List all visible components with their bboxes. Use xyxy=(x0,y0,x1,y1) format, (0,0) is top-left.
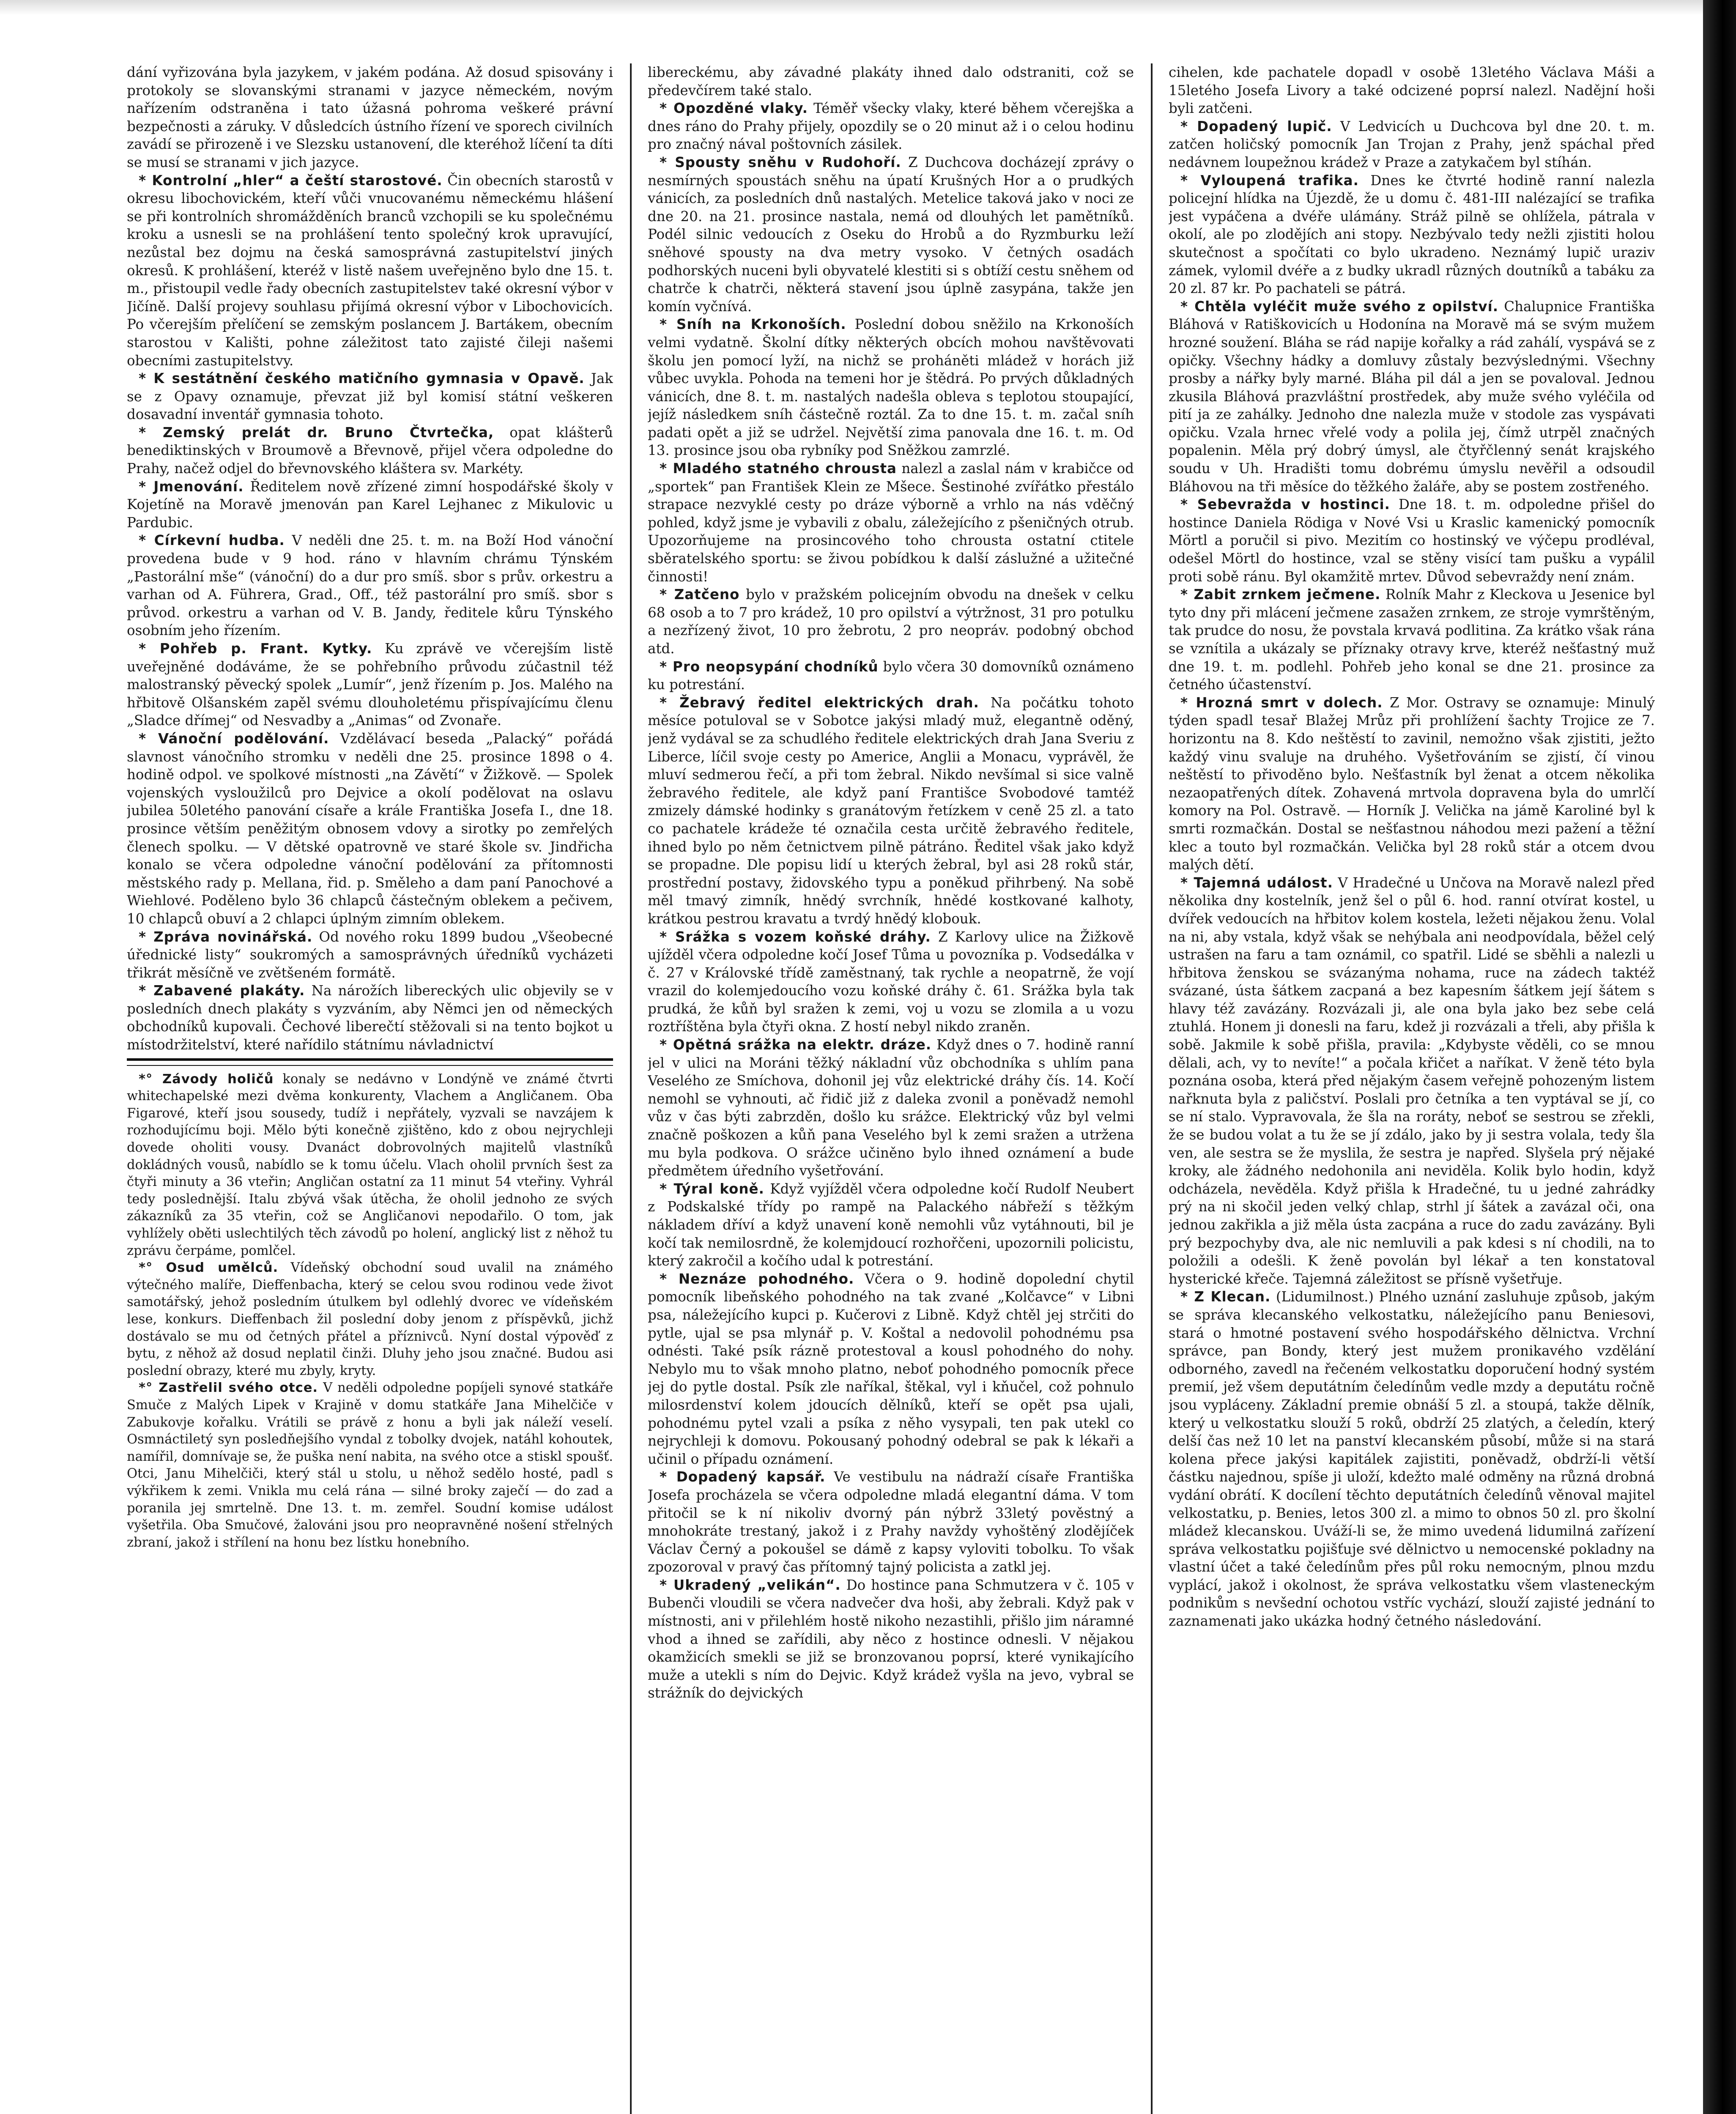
article-zavody-holicu xyxy=(127,1071,613,1260)
article-headline: * Sebevražda v hostinci. xyxy=(1180,496,1390,513)
article-snih-krkonose xyxy=(648,315,1134,460)
article-body: Z Duchcova docházejí zprávy o nesmírných spoustách sněhu na úpatí Krušných Hor a o prudkých vánicích, za posledních dnů nastalých. Metelice taková jako v noci ze dne 20. na 21. prosince nastala, nemá od dlouhých let pamětníků. Podél silnic vedoucích z Oseku do Hrobů a do Ryzmburku leží sněhové spousty na dva metry vysoko. V četných osadách podhorských nuceni byli obyvatelé klestiti si s obtíží cestu sněhem od chatrče k chatrči, některá stavení jsou úplně zasypána, takže jen komín vyčnívá. xyxy=(648,154,1134,315)
article-headline: * Ukradený „velikán“. xyxy=(660,1577,841,1593)
article-opozdene-vlaky xyxy=(648,99,1134,153)
article-body: Jak se z Opavy oznamuje, převzat již byl komisí státní veškeren dosavadní inventář gymnasia tohoto. xyxy=(127,370,613,423)
column-1 xyxy=(127,63,613,2114)
article-gymnasium-opava xyxy=(127,370,613,424)
article-body: Do hostince pana Schmutzera v č. 105 v Bubenči vloudili se včera nadvečer dva hoši, aby žebrali. Když pak v místnosti, ani v přilehlém hostě nikoho nezastihli, přišlo jim náramné vhod a ihned se zařídili, aby něco z hostince odnesli. V nějakou okamžicích smekli se již se bronzovanou poprsí, které vynikajícího muže a utekli s ním do Dejvic. Když krádež vyšla na jevo, vybral se strážník do dejvických xyxy=(648,1577,1134,1701)
article-headline: * Pohřeb p. Frant. Kytky. xyxy=(139,641,372,657)
article-headline: * Sníh na Krkonoších. xyxy=(660,316,846,333)
article-opilstvi xyxy=(1169,298,1655,496)
article-body: Poslední dobou sněžilo na Krkonoších velmi vydatně. Školní dítky některých obcích mohou navštěvovati školu jen pomocí lyží, na nichž se proháněti mládež v horách již vůbec uvykla. Pohoda na temeni hor je štědrá. Po prvých důkladných vánicích, dne 8. t. m. nastalých nadešla obleva s teplotou stoupající, jejíž následkem sníh částečně roztál. Za to dne 15. t. m. začal sníh padati opět a již se udržel. Největší zima panovala dne 16. t. m. Od 13. prosince jsou oba rybníky pod Sněžkou zamrzlé. xyxy=(648,316,1134,459)
article-body: V Hradečné u Unčova na Moravě nalezl před několika dny kostelník, jenž šel o půl 6. hod. ranní otvírat kostel, u dvířek vedoucích na hřbitov kolem kostela, ležeti nějakou ženu. Volal na ni, aby vstala, když však se nehýbala ani neodpovídala, běžel celý ustrašen na faru a tam oznámil, co spatřil. Lidé se sběhli a nalezli u hřbitova ženskou se svázanýma nohama, ruce na zádech taktéž svázané, ústa šátkem zacpaná a bez kapesním šátkem její šátem s hlavy též zavázány. Rozvázali ji, ale ona byla jako bez sebe celá ztuhlá. Honem ji donesli na faru, kdež ji rozvázali a třeli, aby přišla k sobě. Jakmile k sobě přišla, pravila: „Kdybyste věděli, co se mnou dělali, ach, vy to nevíte!“ a počala křičet a naříkat. V ženě této byla poznána osoba, která před nějakým časem veřejně pohozeným listem nařknuta byla z paličství. Poslali pro četníka a ten vyptával se jí, co se ní stalo. Vypravovala, že šla na roráty, neboť se sestrou se zřekli, že se budou volat a tu že se jí zdálo, jako by ji sestra volala, tedy šla ven, ale sestra se že myslila, že sestra je napřed. Slyšela prý nějaké kroky, ale žádného nedohonila ani neviděla. Kolik bylo hodin, když odcházela, nevěděla. Když přišla k Hradečné, tu u jedné zahrádky prý na ni skočil jeden velký chlap, strhl jí šátek a zavázal oči, ona jednou zakřikla a již měla ústa zacpána a ruce do zadu zavázány. Byli prý bezpochyby dva, ale nic nemluvili a pak kdesi s ní chodili, na to položili a odešli. K ženě povolán byl lékař a ten konstatoval hysterické křeče. Tajemná záležitost se přísně vyšetřuje. xyxy=(1169,874,1655,1287)
article-headline: * Opětná srážka na elektr. dráze. xyxy=(660,1037,932,1053)
section-divider xyxy=(127,1058,613,1066)
article-body: Vídeňský obchodní soud uvalil na známého výtečného malíře, Dieffenbacha, který se celou svou rodinou vede život samotářský, jehož posledním útulkem byl odlehlý dvorec ve vídeňském lese, konkurs. Dieffenbach žil poslední doby jenom z příspěvků, jichž dostávalo se mu od četných přátel a příznivců. Nyní dostal výpověď z bytu, z něhož až dosud neplatil činži. Dluhy jeho jsou značné. Budou asi poslední obrazy, které mu zbyly, kryty. xyxy=(127,1260,613,1378)
article-zatceno xyxy=(648,586,1134,657)
article-klecany xyxy=(1169,1288,1655,1630)
article-headline: * Týral koně. xyxy=(660,1180,764,1197)
article-tyral-kone xyxy=(648,1180,1134,1270)
article-spousty-snehu xyxy=(648,153,1134,315)
article-srazka-konska-draha xyxy=(648,928,1134,1036)
article-headline: *° Zastřelil svého otce. xyxy=(139,1380,318,1396)
article-trafika xyxy=(1169,172,1655,298)
article-headline: * Žebravý ředitel elektrických drah. xyxy=(660,694,979,711)
article-headline: * Zemský prelát dr. Bruno Čtvrtečka, xyxy=(139,424,494,441)
article-headline: * Chtěla vyléčit muže svého z opilství. xyxy=(1180,298,1499,315)
column-rule xyxy=(630,63,632,2114)
article-continuation: libereckému, aby závadné plakáty ihned dalo odstraniti, což se předevčírem také stalo. xyxy=(648,64,1134,99)
article-zebravy-reditel xyxy=(648,694,1134,928)
article-body: opat klášterů benediktinských v Broumově a Břevnově, přijel včera odpoledne do Prahy, načež odjel do břevnovského kláštera sv. Markéty. xyxy=(127,424,613,477)
article-chodniky xyxy=(648,658,1134,694)
scan-edge-right xyxy=(1703,0,1736,2114)
article-body: Z Karlovy ulice na Žižkově ujížděl včera odpoledne kočí Josef Tůma u povozníka p. Vodsedálka v č. 27 v Královské třídě zaměstnaný, tak rychle a neopatrně, že vojí vrazil do kolemjedoucího vozu koňské dráhy č. 61. Srážka byla tak prudká, že kůň byl sražen k zemi, voj u vozu se zlomila a u vozu roztříštěna byla čtyři okna. Z hostí nebyl nikdo zraněn. xyxy=(648,928,1134,1035)
article-body: Včera o 9. hodině dopolední chytil pomocník libeňského pohodného na tak zvané „Kolčavce“ v Libni psa, náležejícího kupci p. Kučerovi z Libně. Když chtěl jej strčiti do pytle, ujal se psa mlynář p. V. Koštal a nedovolil pohodnému psa odnésti. Také psík rázně protestoval a kousl pohodného do nohy. Nebylo mu to však mnoho platno, neboť pohodného pomocník přece jej do pytle dostal. Psík zle naříkal, štěkal, vyl i kňučel, což pohnulo milosrdenství kolem jdoucích dělníků, kteří se opět psa ujali, pohodnému pytel vzali a psíka z něho vysypali, ten pak utekl co nejrychleji k domovu. Pokousaný pohodný odebral se pak k lékaři a učinil o případu oznámení. xyxy=(648,1271,1134,1467)
article-zrnko-jecmene xyxy=(1169,586,1655,694)
article-body: Dnes ke čtvrté hodině ranní nalezla policejní hlídka na Újezdě, že u domu č. 481-III nalézající se trafika jest vypáčena a dvéře ulámány. Stráž pilně se ohlížela, pátrala v okolí, ale po zlodějích ani stopy. Nezbývalo tedy nežli zjistiti holou skutečnost a spočítati co bylo ukradeno. Neznámý lupič uraziv zámek, vylomil dvéře a z budky ukradl různých doutníků a tabáku za 20 zl. 87 kr. Po pachateli se pátrá. xyxy=(1169,172,1655,297)
article-zabavene-plakaty xyxy=(127,982,613,1054)
article-srazka-elektricka xyxy=(648,1036,1134,1180)
article-body: Vzdělávací beseda „Palacký“ pořádá slavnost vánočního stromku v neděli dne 25. prosince 1898 o 4. hodině odpol. ve spolkové místnosti „na Závětí“ v Žižkově. — Spolek vojenských vysloužilců pro Dejvice a okolí podělovat na oslavu jubilea 50letého panování císaře a krále Františka Josefa I., dne 18. prosince větším peněžitým obnosem vdovy a sirotky po zemřelých členech spolku. — V dětské opatrovně ve staré škole sv. Jindřicha konalo se včera odpoledne vánoční podělování za přítomnosti městského rady p. Mellana, řid. p. Směleho a dam paní Panochové a Wiehlové. Poděleno bylo 36 chlapců částečným oblekem a pečivem, 10 chlapců obuví a 2 chlapci úplným zimním oblekem. xyxy=(127,730,613,927)
article-body: bylo v pražském policejním obvodu na dnešek v celku 68 osob a to 7 pro krádež, 10 pro opilství a výtržnost, 31 pro potulku a nezřízený život, 10 pro žebrotu, 2 pro neopráv. podobný obchod atd. xyxy=(648,586,1134,657)
article-headline: * Zabavené plakáty. xyxy=(139,983,305,999)
article-zastrelil-otce xyxy=(127,1380,613,1551)
article-body: V neděli dne 25. t. m. na Boží Hod vánoční provedena bude v 9 hod. ráno v hlavním chrámu Týnském „Pastorální mše“ (vánoční) do a dur pro smíš. sbor s prův. orkestru a varhan od A. Führera, Grad., Off., též pastorální pro smíš. sbor s průvod. orkestru a varhan od V. B. Jandy, ředitele kůru Týnského osobním jeho řízením. xyxy=(127,532,613,639)
article-headline: * Tajemná událost. xyxy=(1180,874,1333,891)
article-pohodny xyxy=(648,1270,1134,1468)
article-headline: * Spousty sněhu v Rudohoří. xyxy=(660,154,901,170)
article-continuation: cihelen, kde pachatele dopadl v osobě 13letého Václava Máši a 15letého Josefa Livory a také odcizené poprsí nalezl. Nadějní hoši byli zatčeni. xyxy=(1169,64,1655,117)
article-headline: * Hrozná smrt v dolech. xyxy=(1180,694,1383,711)
article-headline: * Z Klecan. xyxy=(1180,1289,1271,1305)
article-smrt-v-dolech xyxy=(1169,694,1655,874)
article-continuation: dání vyřizována byla jazykem, v jakém podána. Až dosud spisovány i protokoly se slovanskými stranami v jazyce německém, novým nařízením odstraněna i tato úžasná pohroma veškeré právní bezpečnosti a záruky. V důsledcích ústního řízení ve sporech civilních zavádí se přirozeně i ve Slezsku ustanovení, dle kteréhož líčení ta díti se musí se stranami v jich jazyce. xyxy=(127,64,613,170)
article-headline: * Opozděné vlaky. xyxy=(660,100,808,117)
article-body: Ku zprávě ve včerejším listě uveřejněné dodáváme, že se pohřebního průvodu zúčastnil též malostranský pěvecký spolek „Lumír“, jenž řízením p. Jos. Malého na hřbitově Olšanském zapěl svému dlouholetému přispívajícímu členu „Sladce dřímej“ od Nesvadby a „Animas“ od Zvonaře. xyxy=(127,641,613,729)
article-body: Ve vestibulu na nádraží císaře Františka Josefa procházela se včera odpoledne mladá elegantní dáma. V tom přitočil se k ní nikoliv dvorný pán nýbrž 33letý pověstný a mnohokráte trestaný, jakož i z Prahy navždy vyhoštěný zlodějíček Václav Černý a pokoušel se dámě z kapsy vyloviti tobolku. To však zpozoroval v pravý čas přítomný tajný policista a zatkl jej. xyxy=(648,1469,1134,1575)
newspaper-page xyxy=(127,63,1653,2114)
article-osud-umelcu xyxy=(127,1260,613,1380)
article-headline: * Zpráva novinářská. xyxy=(139,928,313,945)
article-body: Na počátku tohoto měsíce potuloval se v Sobotce jakýsi mladý muž, elegantně oděný, jenž vydával se za schudlého ředitele elektrických drah Jana Sveriu z Liberce, líčil svoje cesty po Americe, Anglii a Monacu, vyprávěl, že mluví sedmerou řečí, a při tom žebral. Nikdo nevšímal si sice valně žebravého ředitele, ale když paní Františce Svobodové tamtéž zmizely dámské hodinky s granátovým řetízkem v ceně 25 zl. a tato co pachatele krádeže té označila cesta určitě žebravého ředitele, ihned bylo po něm četnictvem pilně pátráno. Ředitel však jako když se propadne. Dle popisu lidí u kterých žebral, byl asi 28 roků stár, prostřední postavy, židovského typu a poněkud přihrbený. Na sobě měl tmavý zimník, hnědý svrchník, hnědé kostkované kalhoty, krátkou pestrou kravatu a tvrdý hnědý klobouk. xyxy=(648,694,1134,927)
article-prelat xyxy=(127,424,613,478)
article-body: Téměř všecky vlaky, které během včerejška a dnes ráno do Prahy přijely, opozdily se o 20 minut až i o celou hodinu pro značný nával poštovních zásilek. xyxy=(648,100,1134,153)
article-headline: * Zatčeno xyxy=(660,586,740,603)
article-chroust xyxy=(648,460,1134,586)
article-body: bylo včera 30 domovníků oznámeno ku potrestání. xyxy=(648,658,1134,693)
article-pohreb xyxy=(127,640,613,730)
article-headline: * Dopadený lupič. xyxy=(1180,118,1332,134)
article-body: (Lidumilnost.) Plného uznání zasluhuje způsob, jakým se správa klecanského velkostatku, náležejícího panu Beniesovi, stará o hmotné postavení svého hospodářského dělnictva. Vrchní správce, pan Bondy, který jest mužem pronikavého vzdělání odborného, zavedl na řečeném velkostatku doporučení hodný systém premií, jež všem deputátním čeledínům vedle mzdy a deputátu ročně jsou vypláceny. Základní premie obnáší 5 zl. a stoupá, takže dělník, který u velkostatku slouží 5 roků, obdrží 25 zlatých, a čeledín, který delší čas než 10 let na panství klecanském působí, může si na stará kolena přece jakýsi kapitálek zajistiti, poněvadž, obdrží-li větší částku najednou, spíše ji uloží, kdežto malé odměny na různá drobná vydání obrátí. K docílení těchto deputátních čeledínů věnoval majitel velkostatku, p. Benies, letos 300 zl. a mimo to obnos 50 zl. pro školní mládež klecanskou. Uváží-li se, že mimo uvedená lidumilná zařízení správa velkostatku pojišťuje své dělnictvo u nemocenské pokladny na vlastní účet a také čeledínům přes půl roku nemocným, plnou mzdu vyplácí, jakož i okolnost, že správa velkostatku všem vlasteneckým podnikům s nevšední ochotou vstříc vychází, slouží zajisté jednání to zaznamenati jako ukázka hodný četného následování. xyxy=(1169,1289,1655,1629)
article-headline: * Neznáze pohodného. xyxy=(660,1271,854,1287)
article-zprava-novinarska xyxy=(127,928,613,982)
article-headline: *° Osud umělců. xyxy=(139,1260,279,1276)
article-headline: *° Závody holičů xyxy=(139,1071,274,1087)
article-body: Dne 18. t. m. odpoledne přišel do hostince Daniela Rödiga v Nové Vsi u Kraslic kamenický pomocník Mörtl a poručil si pivo. Mezitím co hostinský ve výčepu prodléval, odešel Mörtl do hostince, vzal se stěny visící tam pušku a vypálil proti sobě ránu. Byl okamžitě mrtev. Důvod sebevraždy není znám. xyxy=(1169,496,1655,585)
article-body: Ředitelem nově zřízené zimní hospodářské školy v Kojetíně na Moravě jmenován pan Karel Lejhanec z Mikulovic u Pardubic. xyxy=(127,478,613,531)
article-jmenovani xyxy=(127,478,613,532)
article-headline: * Mladého statného chrousta xyxy=(660,460,897,477)
article-kontrolni-hier xyxy=(127,172,613,370)
article-headline: * Pro neopsypání chodníků xyxy=(660,658,879,675)
article-tajemna-udalost xyxy=(1169,874,1655,1288)
article-body: Chalupnice Františka Bláhová v Ratiškovicích u Hodonína na Moravě má se svým mužem hrozné soužení. Bláha se rád napije kořalky a rád zahálí, vyspává se z opičky. Všechny hádky a domluvy zůstaly bezvýslednými. Všechny prosby a nářky byly marné. Bláha pil dál a jen se povaloval. Jednou zkusila Bláhová prazvláštní prostředek, aby muže svého vyléčila od pití ja ze zahálky. Jednoho dne nalezla muže v stodole zas vyspávati opičku. Vzala hrnec vřelé vody a polila jej, čímž utrpěl značných popalenin. Měla prý dobrý úmysl, ale čtyřčlenný senát krajského soudu v Uh. Hradišti tomu dobrému úmyslu nevěřil a odsoudil Bláhovou na tři měsíce do těžkého žaláře, aby se postem zostřeného. xyxy=(1169,298,1655,495)
scan-edge-top xyxy=(0,0,1736,15)
article-headline: * Srážka s vozem koňské dráhy. xyxy=(660,928,931,945)
article-headline: * K sestátnění českého matičního gymnasia v Opavě. xyxy=(139,370,585,387)
column-3 xyxy=(1169,63,1655,2114)
article-body: Když vyjížděl včera odpoledne kočí Rudolf Neubert z Podskalské třídy po rampě na Palackého nábřeží s těžkým nákladem dříví a když unavení koně nemohli vůz vytáhnouti, bil je kočí tak nemilosrdně, že kolemjdoucí rozhořčeni, upozornili policistu, který zakročil a kočího udal k potrestání. xyxy=(648,1180,1134,1269)
article-body: Z Mor. Ostravy se oznamuje: Minulý týden spadl tesař Blažej Mrůz při prohlížení šachty Trojice ze 7. horizontu na 8. Kdo neštěstí to zavinil, nemožno však zjistiti, ježto každý vinu svaluje na druhého. Vyšetřováním se zjistí, čí vinou neštěstí to přivoděno bylo. Nešťastník byl ženat a otcem několika nezaopatřených dítek. Zohavená mrtvola dopravena byla do umrlčí komory na Pol. Ostravě. — Horník J. Velička na jámě Karoliné byl k smrti rozmačkán. Dostal se nešťastnou náhodou mezi pažení a těžní klec a touto byl rozmačkán. Velička byl 28 roků stár a otcem dvou malých dětí. xyxy=(1169,694,1655,873)
article-vanocni-podelovani xyxy=(127,730,613,928)
article-headline: * Vyloupená trafika. xyxy=(1180,172,1359,189)
article-body: Od nového roku 1899 budou „Všeobecné úřednické listy“ soukromých a samosprávných úředníků vycházeti třikrát měsíčně ve zvětšeném formátě. xyxy=(127,928,613,981)
article-headline: * Zabit zrnkem ječmene. xyxy=(1180,586,1381,603)
article-kapsar xyxy=(648,1468,1134,1576)
foreign-news-section xyxy=(127,1071,613,1552)
article-headline: * Církevní hudba. xyxy=(139,532,285,549)
article-cirkevni-hudba xyxy=(127,531,613,640)
article-headline: * Kontrolní „hler“ a čeští starostové. xyxy=(139,172,443,189)
article-body: Rolník Mahr z Kleckova u Jesenice byl tyto dny při mlácení ječmene zasažen zrnkem, ze stroje vymrštěným, tak prudce do nosu, že povstala krvavá podlitina. Za krátko však rána se vznítila a ukázaly se příznaky otravy krve, kteréž nešťastný muž dne 19. t. m. podlehl. Pohřeb jeho konal se dne 21. prosince za četného účastenství. xyxy=(1169,586,1655,693)
column-rule xyxy=(1151,63,1153,2114)
article-body: Když dnes o 7. hodině ranní jel v ulici na Moráni těžký nákladní vůz obchodníka s uhlím pana Veselého ze Smíchova, dohonil jej vůz elektrické dráhy čís. 14. Kočí nemohl se vyhnouti, ač řidič již z daleka zvonil a poněvadž nemohl vůz v čas býti zabrzděn, došlo ku srážce. Elektrický vůz byl velmi značně poškozen a kůň pana Veselého byl k zemi sražen a utržena mu byla podkova. O srážce učiněno bylo ihned oznámení a bude předmětem úředního vyšetřování. xyxy=(648,1037,1134,1179)
article-velikan xyxy=(648,1576,1134,1702)
article-body: V Ledvicích u Duchcova byl dne 20. t. m. zatčen holičský pomocník Jan Trojan z Prahy, jenž spáchal před nedávnem loupežnou krádež v Praze a zatykačem byl stíhán. xyxy=(1169,118,1655,170)
article-headline: * Vánoční podělování. xyxy=(139,730,329,747)
article-body: Čin obecních starostů v okresu libochovickém, kteří vůči vnucovanému německému hlášení se při kontrolních shromážděních branců vzchopili se ku společnému kroku a usnesli se na prohlášení tento společný krok upravující, nezůstal bez dojmu na česká samosprávná zastupitelství jiných okresů. K prohlášení, kteréž v listě našem uveřejněno bylo dne 15. t. m., přistoupil vedle řady obecních zastupitelstev také okresní výbor v Jičíně. Další projevy souhlasu přijímá okresní výbor v Libochovicích. Po včerejším přelíčení se zemským poslancem J. Bartákem, obecním starostou v Kališti, pohne záležitost tato zajisté čileji našemi obecními zastupitelstvy. xyxy=(127,172,613,369)
article-headline: * Dopadený kapsář. xyxy=(660,1469,826,1485)
article-sebevrazda xyxy=(1169,496,1655,586)
article-body: nalezl a zaslal nám v krabičce od „sportek“ pan František Klein ze Mšece. Šestinohé zvířátko přestálo strapace nezvyklé cesty po dráze výborně a vrhlo na nás vděčný pohled, když jsme je vybavili z obalu, záležejícího z pšeničných otrub. Upozorňujeme na prosincového toho chrousta ostatní ctitele sběratelského sportu: se živou pobídkou k další záslužné a užitečné činnosti! xyxy=(648,460,1134,585)
article-body: Na nárožích libereckých ulic objevily se v posledních dnech plakáty s vyzváním, aby Němci jen od německých obchodníků kupovali. Čechové liberečtí stěžovali si na tento bojkot u místodržitelství, které nařídilo státnímu návladnictví xyxy=(127,983,613,1053)
article-lupic xyxy=(1169,118,1655,172)
article-body: V neděli odpoledne popíjeli synové statkáře Smuče z Malých Lipek v Krajině v domu statkáře Jana Mihelčiče v Zabukovje kořalku. Vrátili se právě z honu a byli jak náleží veselí. Osmnáctiletý syn posledňejšího vyndal z tobolky dvojek, natáhl kohoutek, namířil, domnívaje se, že puška není nabita, na svého otce a stiskl spoušť. Otci, Janu Mihelčiči, který stál u stolu, u něhož sedělo hosté, padl s výkřikem k zemi. Vnikla mu celá rána — silné broky zaječí — do zad a poranila jej smrtelně. Dne 13. t. m. zemřel. Soudní komise událost vyšetřila. Oba Smučové, žalováni jsou pro neopravněné nošení střelných zbraní, jakož i střílení na honu bez lístku honebního. xyxy=(127,1380,613,1550)
article-headline: * Jmenování. xyxy=(139,478,244,495)
article-body: konaly se nedávno v Londýně ve známé čtvrti whitechapelské mezi dvěma konkurenty, Vlachem a Angličanem. Oba Figarové, kteří jsou sousedy, tudíž i nepřátely, vyzvali se navzájem k rozhodujícímu boji. Mělo býti konečně zjištěno, kdo z obou nejrychleji dovede oholiti vousy. Dvanáct dobrovolných majitelů vlastníků dokládných vousů, nabídlo se k tomu účelu. Vlach oholil prvních šest za čtyři minuty a 36 vteřin; Angličan ostatní za 11 minut 54 vteřiny. Vyhrál tedy poslednější. Italu zbývá však útěcha, že oholil jednoho ze svých zákazníků za 35 vteřin, což se Angličanovi nepodařilo. O tom, jak vyhlížely oběti uslechtilých těch závodů po holení, anglický list z něhož tu zprávu čerpáme, pomlčel. xyxy=(127,1071,613,1258)
column-2 xyxy=(648,63,1134,2114)
